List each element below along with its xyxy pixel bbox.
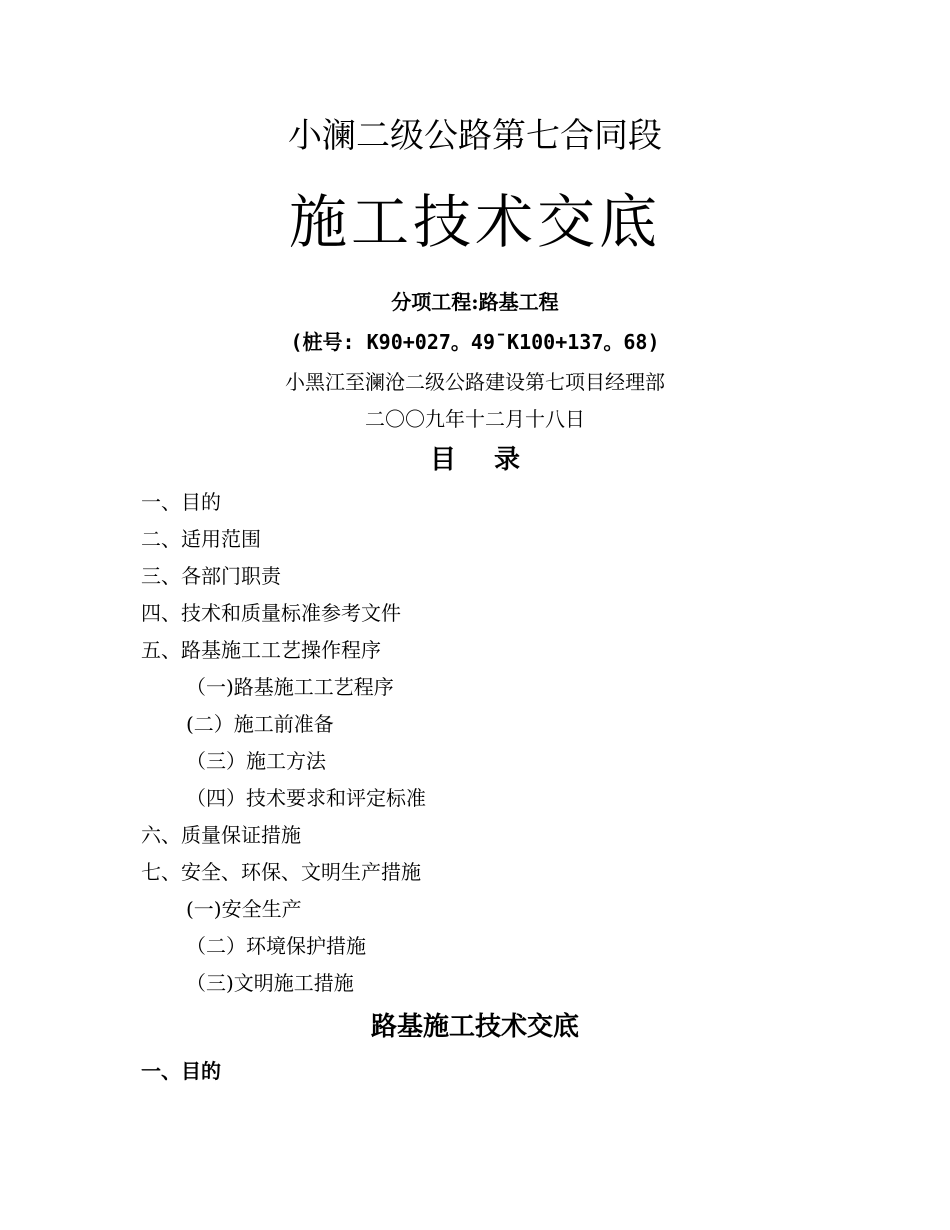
organization: 小黑江至澜沧二级公路建设第七项目经理部 — [285, 370, 665, 394]
document-title: 施工技术交底 — [288, 188, 661, 256]
toc-item[interactable]: 六、质量保证措施 — [141, 823, 301, 847]
section-title: 路基施工技术交底 — [370, 1012, 579, 1042]
toc-subitem[interactable]: （二）环境保护措施 — [186, 934, 366, 958]
toc-item[interactable]: 二、适用范围 — [141, 527, 261, 551]
toc-item[interactable]: 一、目的 — [141, 490, 221, 514]
toc-subitem[interactable]: （三)文明施工措施 — [186, 971, 354, 995]
toc-subitem[interactable]: (一)安全生产 — [186, 897, 302, 921]
toc-subitem[interactable]: （四）技术要求和评定标准 — [186, 786, 426, 810]
document-date: 二〇〇九年十二月十八日 — [365, 407, 585, 431]
toc-subitem[interactable]: （一)路基施工工艺程序 — [186, 675, 394, 699]
toc-subitem[interactable]: (二）施工前准备 — [186, 712, 334, 736]
toc-heading: 目录 — [429, 445, 558, 475]
toc-item[interactable]: 五、路基施工工艺操作程序 — [141, 638, 381, 662]
toc-item[interactable]: 七、安全、环保、文明生产措施 — [141, 860, 421, 884]
stake-range: (桩号: K90+027。49¯K100+137。68) — [290, 330, 660, 354]
project-name: 小澜二级公路第七合同段 — [288, 116, 662, 156]
toc-subitem[interactable]: （三）施工方法 — [186, 749, 326, 773]
toc-item[interactable]: 三、各部门职责 — [141, 564, 281, 588]
subitem-project: 分项工程:路基工程 — [391, 290, 559, 314]
toc-item[interactable]: 四、技术和质量标准参考文件 — [141, 601, 401, 625]
section-heading: 一、目的 — [141, 1059, 221, 1083]
